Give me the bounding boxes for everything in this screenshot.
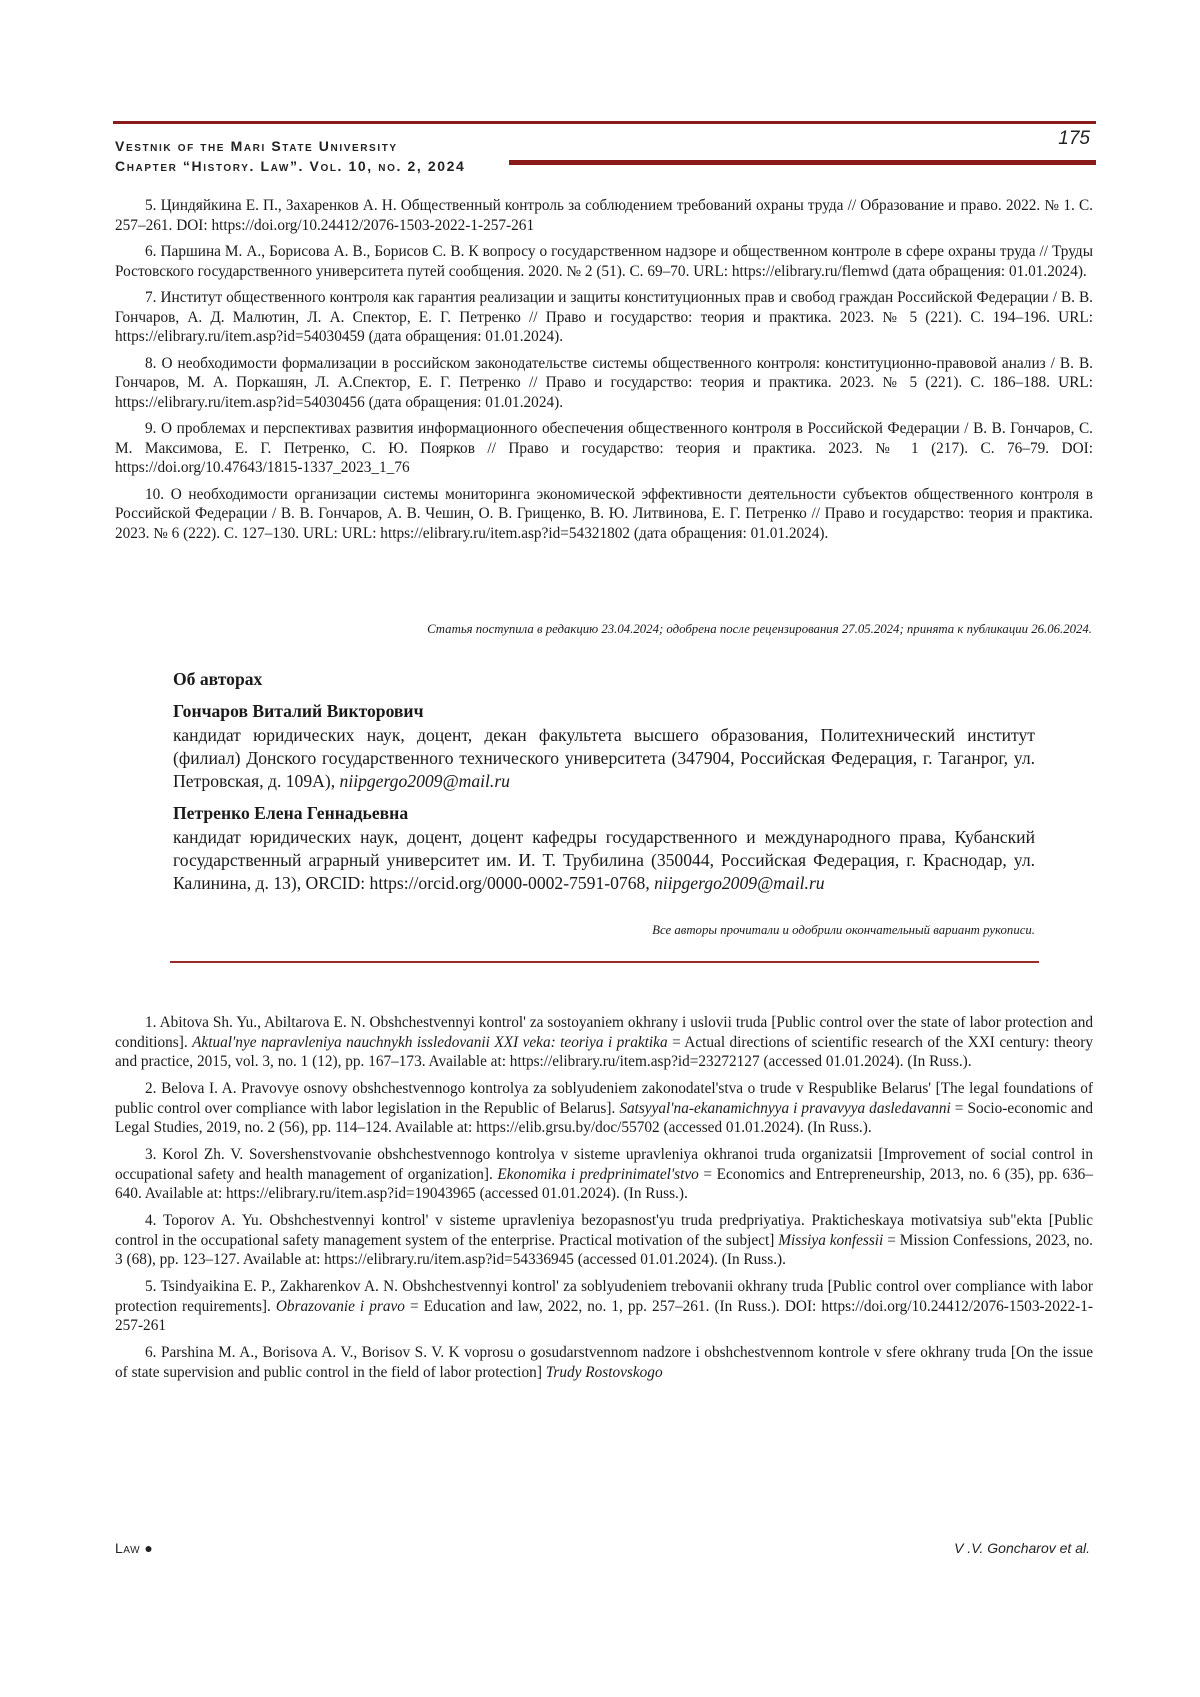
header-top-rule bbox=[113, 121, 1096, 124]
footer-section: Law ● bbox=[115, 1540, 154, 1556]
reference-item: 5. Tsindyaikina E. P., Zakharenkov A. N. Obshchestvennyi kontrol' za soblyudeniem trebovanii okhrany truda [Public control over compliance with labor protection requirements]. Obrazovanie i pravo = Education and law, 2022, no. 1, pp. 257–261. (In Russ.). DOI: https://doi.org/10.24412/2076-1503-2022-1-257-261 bbox=[115, 1278, 1093, 1335]
author-email: niipgergo2009@mail.ru bbox=[339, 771, 510, 791]
author-affiliation: кандидат юридических наук, доцент, декан факультета высшего образования, Политехнический институт (филиал) Донского государственного технического университета (347904, Российская Федерация, г. Таганрог, ул. Петровская, д. 109А), bbox=[173, 725, 1035, 791]
author-info bbox=[173, 826, 1035, 895]
author-name: Петренко Елена Геннадьевна bbox=[173, 803, 409, 823]
header-thick-rule bbox=[509, 160, 1096, 165]
page-number: 175 bbox=[1058, 128, 1090, 149]
received-note: Статья поступила в редакцию 23.04.2024; одобрена после рецензирования 27.05.2024; принята к публикации 26.06.2024. bbox=[427, 622, 1092, 636]
reference-item: 8. О необходимости формализации в российском законодательстве системы общественного контроля: конституционно-правовой анализ / В. В. Гончаров, М. А. Поркашян, Л. А.Спектор, Е. Г. Петренко // Право и государство: теория и практика. 2023. № 5 (221). С. 186–188. URL: https://elibrary.ru/item.asp?id=54030456 (дата обращения: 01.01.2024). bbox=[115, 354, 1093, 411]
references-russian bbox=[115, 196, 1093, 550]
footer-authors: V .V. Goncharov et al. bbox=[954, 1540, 1090, 1556]
references-english bbox=[115, 1013, 1093, 1390]
journal-title: Vestnik of the Mari State University bbox=[115, 138, 398, 154]
about-authors bbox=[173, 668, 1035, 904]
reference-item: 4. Toporov A. Yu. Obshchestvennyi kontrol' v sisteme upravleniya bezopasnost'yu truda predpriyatiya. Prakticheskaya motivatsiya sub"ekta [Public control in the occupational safety management system of the enterprise. Practical motivation of the subject] Missiya konfessii = Mission Confessions, 2023, no. 3 (68), pp. 123–127. Available at: https://elibrary.ru/item.asp?id=54336945 (accessed 01.01.2024). (In Russ.). bbox=[115, 1212, 1093, 1269]
journal-issue: Chapter “History. Law”. Vol. 10, no. 2, 2024 bbox=[115, 158, 466, 174]
author-email: niipgergo2009@mail.ru bbox=[654, 873, 825, 893]
author-name: Гончаров Виталий Викторович bbox=[173, 701, 424, 721]
reference-item: 10. О необходимости организации системы мониторинга экономической эффективности деятельности субъектов общественного контроля в Российской Федерации / В. В. Гончаров, А. В. Чешин, О. В. Грищенко, В. Ю. Литвинова, Е. Г. Петренко // Право и государство: теория и практика. 2023. № 6 (222). С. 127–130. URL: URL: https://elibrary.ru/item.asp?id=54321802 (дата обращения: 01.01.2024). bbox=[115, 485, 1093, 542]
author-affiliation: кандидат юридических наук, доцент, доцент кафедры государственного и международного права, Кубанский государственный аграрный университет им. И. Т. Трубилина (350044, Российская Федерация, г. Краснодар, ул. Калинина, д. 13), ORCID: https://orcid.org/0000-0002-7591-0768, bbox=[173, 827, 1035, 893]
reference-item: 2. Belova I. A. Pravovye osnovy obshchestvennogo kontrolya za soblyudeniem zakonodatel'stva o trude v Respublike Belarus' [The legal foundations of public control over compliance with labor legislation in the Republic of Belarus]. Satsyyal'na-ekanamichnyya i pravavyya dasledavanni = Socio-economic and Legal Studies, 2019, no. 2 (56), pp. 114–124. Available at: https://elib.grsu.by/doc/55702 (accessed 01.01.2024). (In Russ.). bbox=[115, 1080, 1093, 1137]
reference-item: 1. Abitova Sh. Yu., Abiltarova E. N. Obshchestvennyi kontrol' za sostoyaniem okhrany i uslovii truda [Public control over the state of labor protection and conditions]. Aktual'nye napravleniya nauchnykh issledovanii XXI veka: teoriya i praktika = Actual directions of scientific research of the XXI century: theory and practice, 2015, vol. 3, no. 1 (12), pp. 167–173. Available at: https://elibrary.ru/item.asp?id=23272127 (accessed 01.01.2024). (In Russ.). bbox=[115, 1014, 1093, 1070]
reference-item: 6. Parshina M. A., Borisova A. V., Borisov S. V. K voprosu o gosudarstvennom nadzore i obshchestvennom kontrole v sfere okhrany truda [On the issue of state supervision and public control in the field of labor protection] Trudy Rostovskogo bbox=[115, 1344, 1093, 1381]
author-info bbox=[173, 724, 1035, 793]
reference-item: 5. Циндяйкина Е. П., Захаренков А. Н. Общественный контроль за соблюдением требований охраны труда // Образование и право. 2022. № 1. С. 257–261. DOI: https://doi.org/10.24412/2076-1503-2022-1-257-261 bbox=[115, 197, 1093, 234]
reference-item: 3. Korol Zh. V. Sovershenstvovanie obshchestvennogo kontrolya v sisteme upravleniya okhranoi truda organizatsii [Improvement of social control in occupational safety and health management of organization]. Ekonomika i predprinimatel'stvo = Economics and Entrepreneurship, 2013, no. 6 (35), pp. 636–640. Available at: https://elibrary.ru/item.asp?id=19043965 (accessed 01.01.2024). (In Russ.). bbox=[115, 1146, 1093, 1203]
reference-item: 9. О проблемах и перспективах развития информационного обеспечения общественного контроля в Российской Федерации / В. В. Гончаров, С. М. Максимова, Е. Г. Петренко, С. Ю. Поярков // Право и государство: теория и практика. 2023. № 1 (217). С. 76–79. DOI: https://doi.org/10.47643/1815-1337_2023_1_76 bbox=[115, 420, 1093, 477]
reference-item: 6. Паршина М. А., Борисова А. В., Борисов С. В. К вопросу о государственном надзоре и общественном контроле в сфере охраны труда // Труды Ростовского государственного университета путей сообщения. 2020. № 2 (51). С. 69–70. URL: https://elibrary.ru/flemwd (дата обращения: 01.01.2024). bbox=[115, 242, 1093, 280]
reference-item: 7. Институт общественного контроля как гарантия реализации и защиты конституционных прав и свобод граждан Российской Федерации / В. В. Гончаров, А. Д. Малютин, Л. А. Спектор, Е. Г. Петренко // Право и государство: теория и практика. 2023. № 5 (221). С. 194–196. URL: https://elibrary.ru/item.asp?id=54030459 (дата обращения: 01.01.2024). bbox=[115, 288, 1093, 346]
approval-note: Все авторы прочитали и одобрили окончательный вариант рукописи. bbox=[652, 923, 1035, 937]
authors-heading: Об авторах bbox=[173, 669, 263, 689]
authors-section-rule bbox=[170, 961, 1039, 963]
